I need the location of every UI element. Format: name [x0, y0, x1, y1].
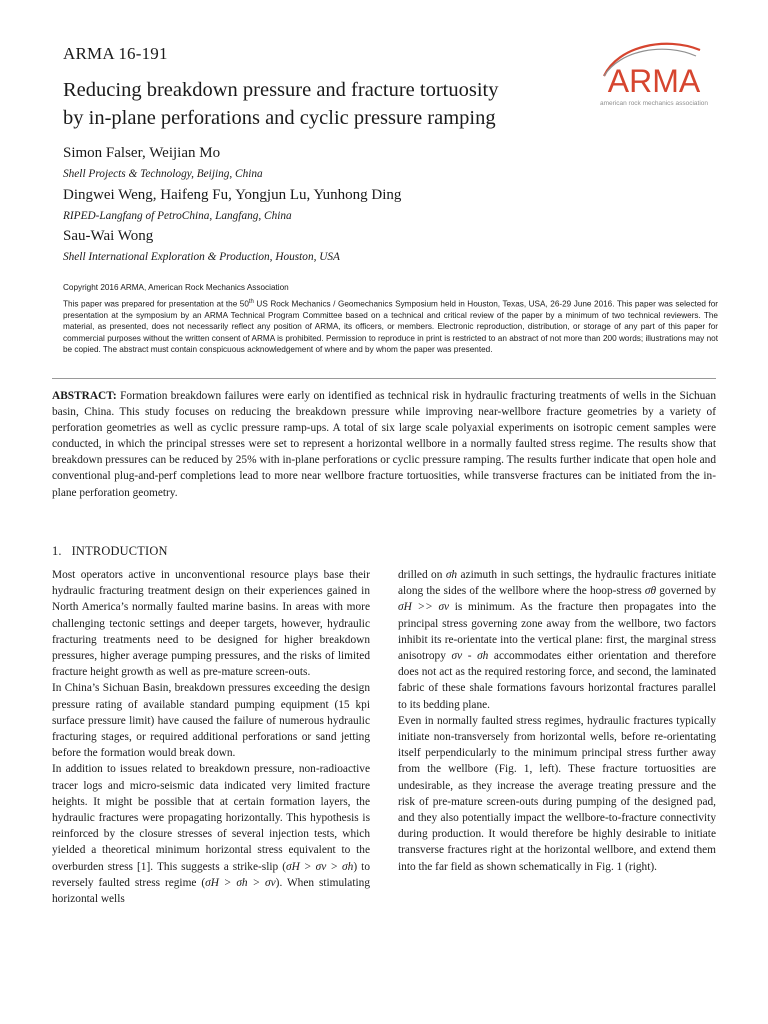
text-run: ). When stimulating horizontal wells [52, 876, 370, 906]
text-run: drilled on [398, 569, 446, 581]
abstract-label: ABSTRACT: [52, 390, 117, 402]
text-run: ) to reversely faulted stress regime ( [52, 860, 371, 889]
paragraph [52, 761, 370, 907]
copyright-line: Copyright 2016 ARMA, American Rock Mechanics Association [63, 283, 289, 292]
paper-title [63, 76, 583, 132]
left-column [52, 567, 370, 907]
abstract-text: Formation breakdown failures were early on identified as technical risk in hydraulic fracturing treatments of wells in the Sichuan basin, China. This study focuses on reducing the breakdown pressure while improving near-wellbore fracture geometries by a variety of perforation geometries as well as cyclic pressure ramp-ups. A total of six large scale polyaxial experiments on isotropic cement samples were conducted, in which the principal stresses were set to represent a horizontal wellbore in a normally faulted stress regime. The results show that breakdown pressures can be reduced by 25% with in-plane perforations or cyclic pressure ramping. The results further indicate that open hole and conventional plug-and-perf completions lead to more near wellbore fracture tortuosities, while transverse fractures can be initiated from the in-plane perforation geometry. [52, 390, 716, 499]
paragraph: Most operators active in unconventional resource plays base their hydraulic fracturing treatment design on their experiences gained in North America’s normally faulted marine basins. In areas with more challenging tectonic settings and deeper targets, however, hydraulic fracturing treatments need to be designed for higher breakdown pressures, higher average pumping pressures, and the risks of limited fracture height growth as well as pre-mature screen-outs. [52, 569, 370, 679]
section-divider [52, 378, 716, 379]
stress-inequality: σH >> σv [398, 601, 450, 614]
paragraph: Even in normally faulted stress regimes, hydraulic fractures typically initiate non-transversely from horizontal wells, before re-orientating itself perpendicularly to the minimum principal stress further away from the wellbore (Fig. 1, left). These fracture tortuosities are undesirable, as they increase the average treating pressure and the risk of pre-mature screen-outs during pumping of the designed pad, and they also potentially impact the wellbore-to-fracture connectivity during production. It would therefore be highly desirable to initiate transverse fractures right at the horizontal wellbore, and extend them into the far field as shown schematically in Fig. 1 (right). [398, 714, 716, 873]
paragraph: In China’s Sichuan Basin, breakdown pressures exceeding the design pressure rating of available standard pumping equipment (15 kpi surface pressure limit) have caused the failure of numerous hydraulic fracturing stages, or required additional perforations or sand jetting before the formation would break down. [52, 682, 370, 760]
right-column [398, 567, 716, 875]
text-run: azimuth in such settings, the hydraulic fractures initiate along the sides of the wellbore where the hoop-stress [398, 569, 716, 598]
section-number: 1. [52, 544, 62, 558]
affiliation-1: Shell Projects & Technology, Beijing, China [63, 168, 263, 180]
logo-tagline: american rock mechanics association [599, 100, 709, 107]
logo-wordmark: ARMA [607, 63, 701, 99]
stress-symbol: σh [445, 569, 458, 581]
text-run: accommodates either orientation and therefore does not act as the required restoring force, and second, the laminated fabric of these shale formations favours horizontal fractures parallel to its bedding plane. [398, 650, 716, 711]
arma-logo [596, 36, 712, 112]
text-run: In addition to issues related to breakdown pressure, non-radioactive tracer logs and micro-seismic data indicated very limited fracture heights. It might be possible that at certain formation layers, the hydraulic fractures were propagating horizontally. This hypothesis is reinforced by the closure stresses of several injection tests, which yielded a theoretical minimum horizontal stress equivalent to the overburden stress [1]. This suggests a strike-slip ( [52, 763, 370, 873]
stress-inequality: σH > σv > σh [286, 860, 354, 873]
paragraph [398, 567, 716, 713]
copyright-notice [63, 282, 718, 355]
copyright-body-rest: US Rock Mechanics / Geomechanics Symposium held in Houston, Texas, USA, 26-29 June 2016. This paper was selected for presentation at the symposium by an ARMA Technical Program Committee based on a technical and critical review of the paper by a minimum of two technical reviewers. The material, as presented, does not necessarily reflect any position of ARMA, its officers, or members. Electronic reproduction, distribution, or storage of any part of this paper for commercial purposes without the written consent of ARMA is prohibited. Permission to reproduce in print is restricted to an abstract of not more than 200 words; illustrations may not be copied. The abstract must contain conspicuous acknowledgement of where and by whom the paper was presented. [63, 299, 719, 354]
copyright-body [63, 297, 718, 355]
abstract [52, 388, 716, 501]
section-title: INTRODUCTION [71, 544, 168, 558]
text-run: is minimum. As the fracture then propagates into the principal stress governing zone away from the wellbore, two factors inhibit its re-orientate into the vertical plane: first, the marginal stress anisotropy [398, 601, 716, 663]
title-line-2: by in-plane perforations and cyclic pressure ramping [63, 107, 496, 129]
stress-difference: σv - σh [451, 650, 489, 663]
section-heading [52, 544, 168, 559]
affiliation-3: Shell International Exploration & Production, Houston, USA [63, 251, 340, 263]
paper-id: ARMA 16-191 [63, 44, 168, 63]
affiliation-2: RIPED-Langfang of PetroChina, Langfang, China [63, 210, 292, 222]
copyright-body-start: This paper was prepared for presentation at the 50 [63, 299, 249, 309]
stress-symbol: σθ [644, 585, 657, 598]
stress-inequality: σH > σh > σv [205, 876, 276, 889]
ordinal-superscript: th [248, 299, 254, 306]
author-group-1: Simon Falser, Weijian Mo [63, 145, 221, 161]
text-run: governed by [656, 585, 716, 598]
author-group-3: Sau-Wai Wong [63, 228, 154, 244]
title-line-1: Reducing breakdown pressure and fracture tortuosity [63, 79, 499, 101]
author-group-2: Dingwei Weng, Haifeng Fu, Yongjun Lu, Yunhong Ding [63, 187, 402, 203]
